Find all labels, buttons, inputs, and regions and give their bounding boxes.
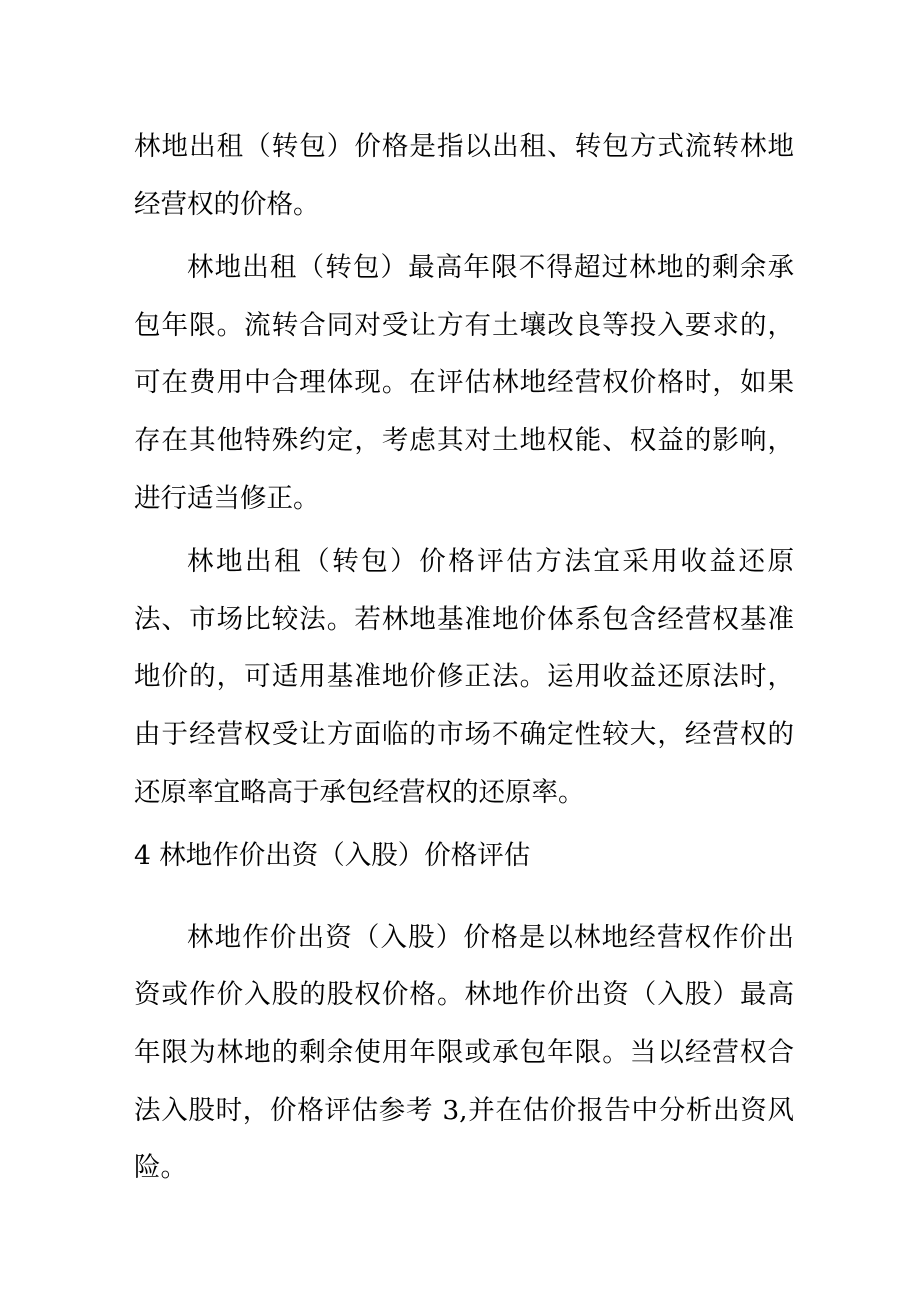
paragraph-lease-valuation-method: 林地出租（转包）价格评估方法宜采用收益还原法、市场比较法。若林地基准地价体系包含经营权基准地价的，可适用基准地价修正法。运用收益还原法时，由于经营权受让方面临的市场不确定性较大，经营权的还原率宜略高于承包经营权的还原率。 [134, 546, 794, 808]
document-body [134, 118, 794, 1197]
paragraph-capital-contribution-price: 林地作价出资（入股）价格是以林地经营权作价出资或作价入股的股权价格。林地作价出资（入股）最高年限为林地的剩余使用年限或承包年限。当以经营权合法入股时，价格评估参考 3,并在估价报告中分析出资风险。 [134, 921, 794, 1184]
paragraph-lease-price-definition: 林地出租（转包）价格是指以出租、转包方式流转林地经营权的价格。 [134, 131, 794, 220]
section-heading-capital-contribution: 4 林地作价出资（入股）价格评估 [134, 840, 531, 872]
paragraph-lease-term-limit: 林地出租（转包）最高年限不得超过林地的剩余承包年限。流转合同对受让方有土壤改良等投入要求的，可在费用中合理体现。在评估林地经营权价格时，如果存在其他特殊约定，考虑其对土地权能、权益的影响，进行适当修正。 [134, 252, 794, 514]
